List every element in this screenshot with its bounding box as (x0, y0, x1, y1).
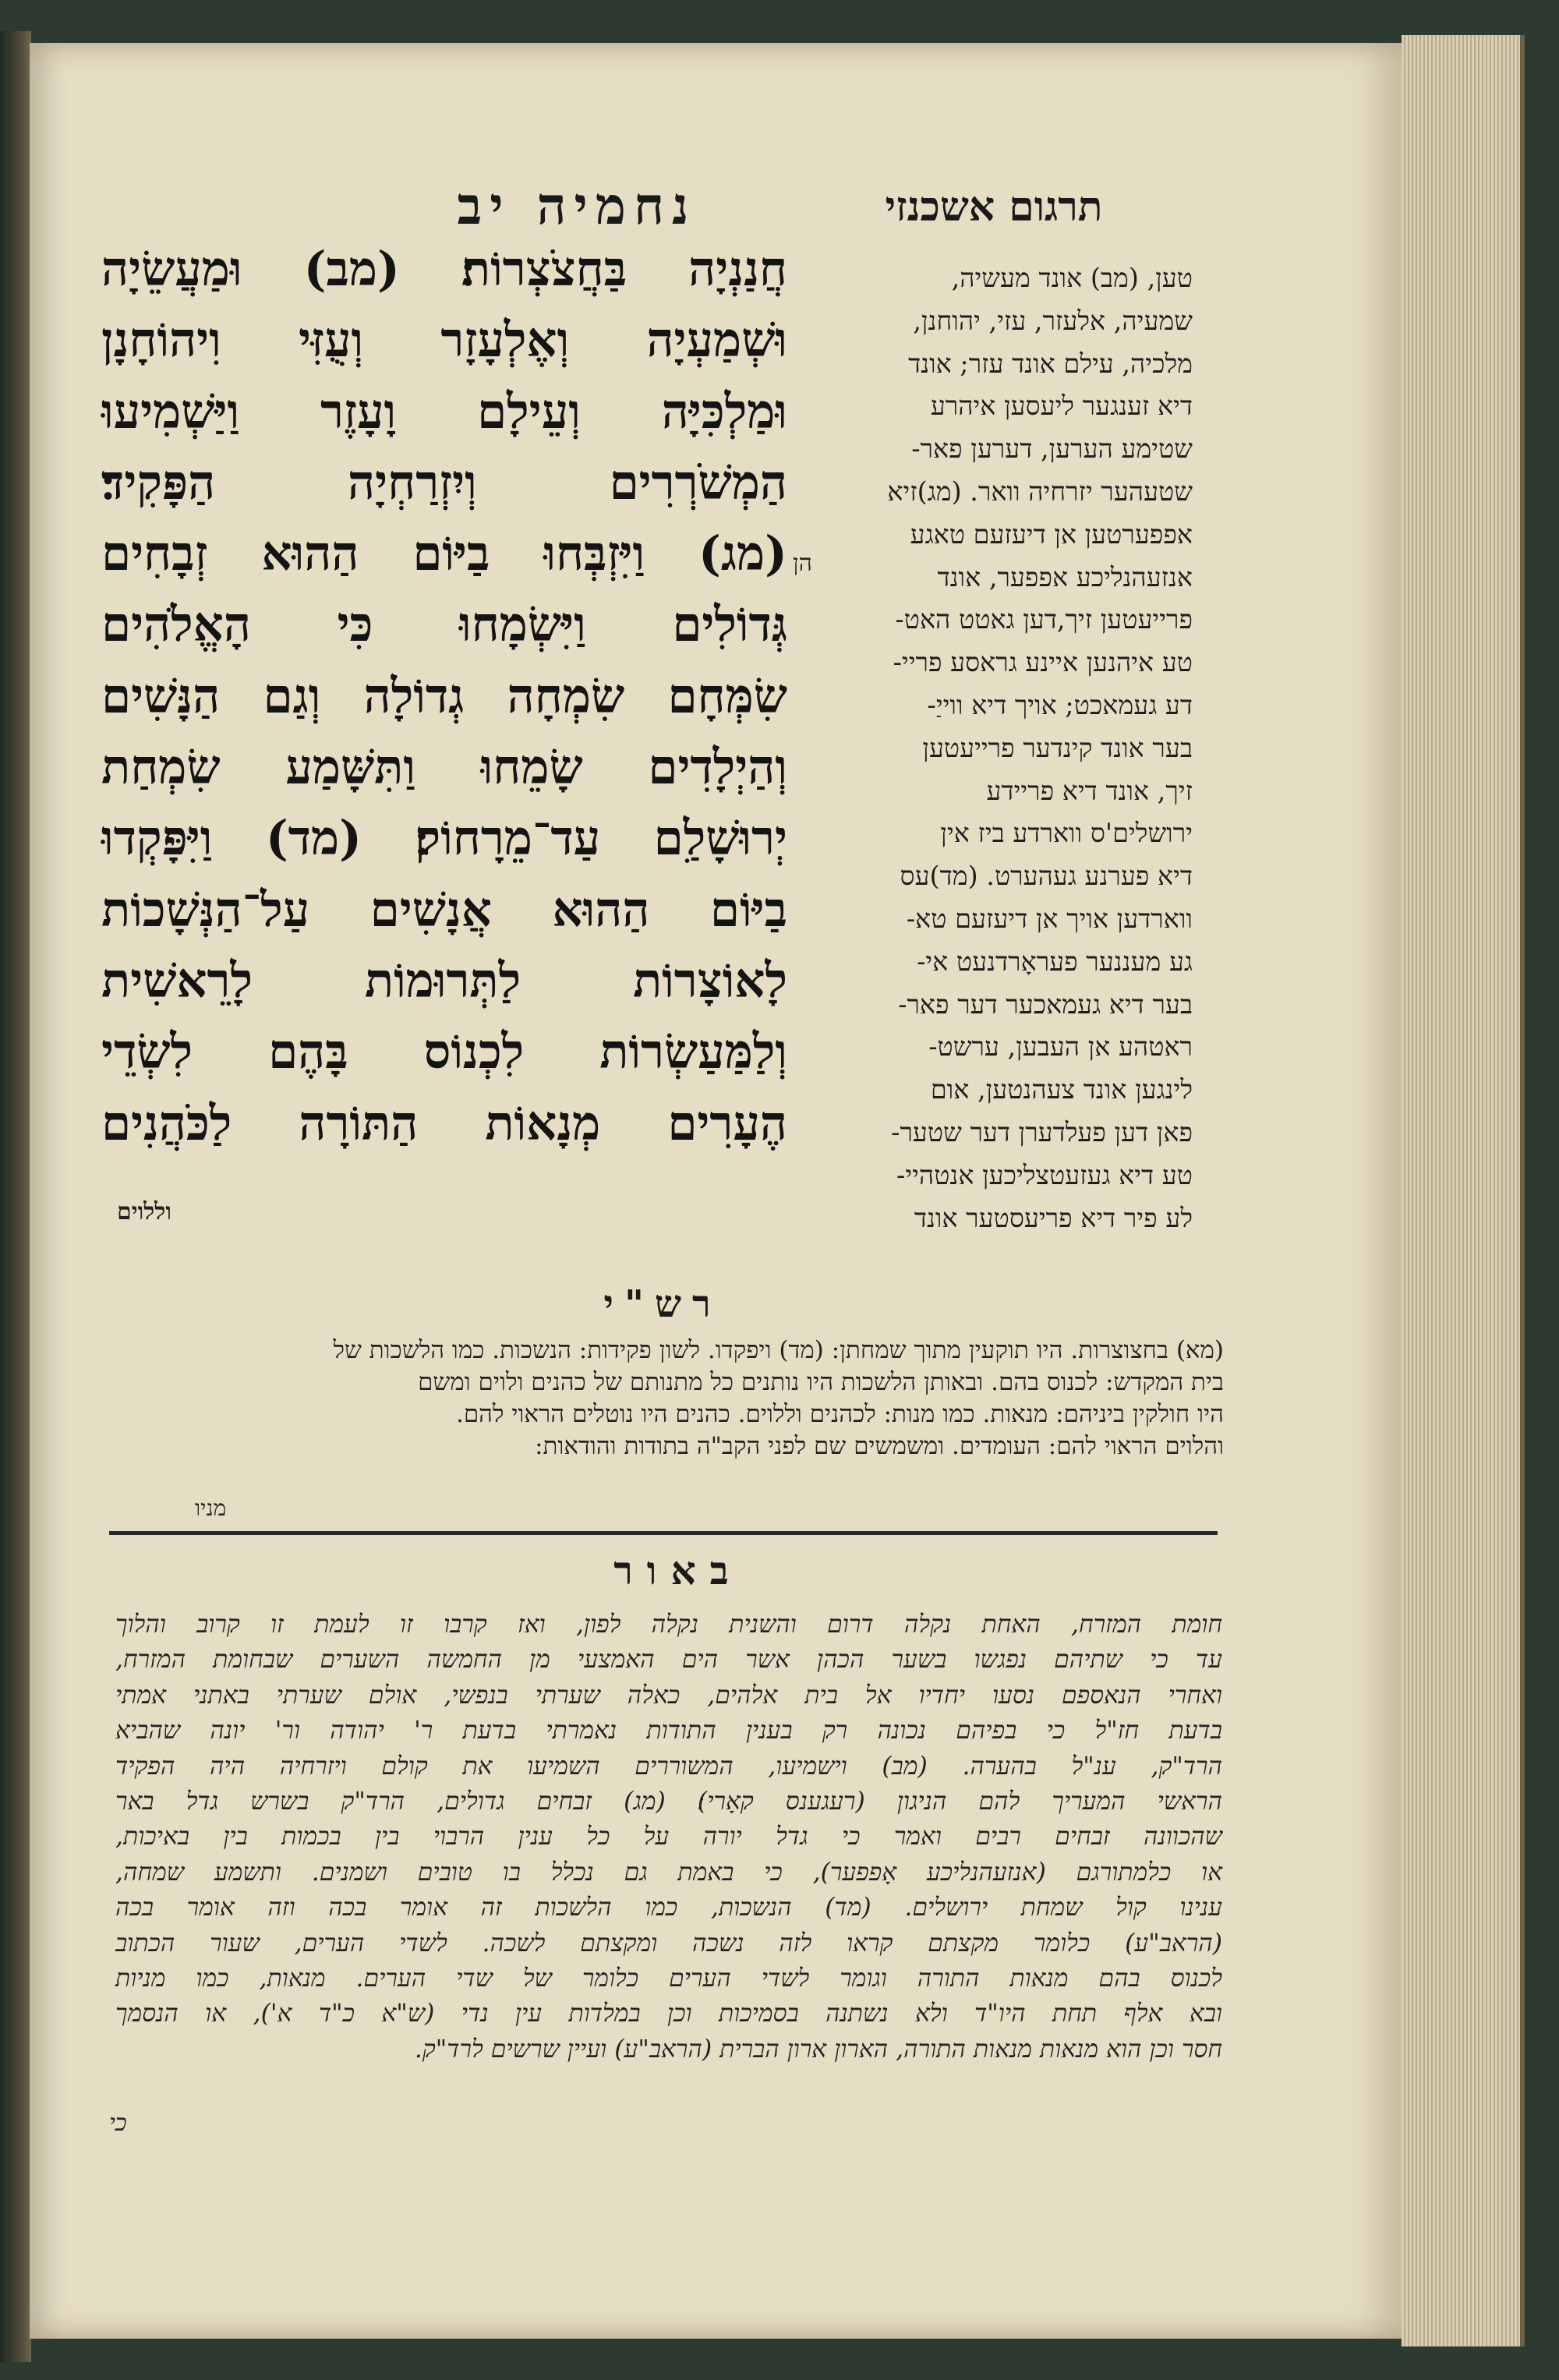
targum-line: בער אונד קינדער פרייעטען (922, 732, 1193, 763)
scripture-line: וּמַלְכִּיָּה וְעֵילָם וָעָזֶר וַיַּשְׁמִיעוּ (101, 384, 787, 440)
targum-column (811, 257, 1193, 1240)
targum-line: בער דיא געמאכער דער פאר- (898, 988, 1193, 1020)
biur-title: באור (613, 1547, 743, 1593)
scripture-line: וְהַיְלָדִים שָׂמֵחוּ וַתִּשָּׁמַע שִׂמְחַת (101, 740, 787, 796)
targum-line: שטימע הערען, דערען פאר- (911, 433, 1193, 465)
rashi-line: היו חולקין ביניהם: מנאות. כמו מנות: לכהנים וללוים. כהנים היו נוטלים הראוי להם. (455, 1400, 1224, 1428)
section-divider (109, 1531, 1218, 1535)
book-title: נחמיה יב (457, 175, 697, 236)
scripture-line: לָאוֹצָרוֹת לַתְּרוּמוֹת לָרֵאשִׁית (101, 953, 787, 1009)
targum-line: פאן דען פעלדערן דער שטער- (891, 1116, 1193, 1148)
margin-verse-number: הן (793, 550, 812, 577)
biur-line: הרד"ק, ענ"ל בהערה. (מב) וישמיעו, המשוררים השמיעו את קולם ויזרחיה היה הפקיד (115, 1752, 1222, 1781)
scripture-line: הֶעָרִים מְנָאוֹת הַתּוֹרָה לַכֹּהֲנִים (101, 1095, 787, 1151)
targum-line: ווארדען אויך אן דיעזעם טא- (906, 903, 1193, 934)
targum-line: דע געמאכט; אויך דיא ווייַ- (927, 689, 1193, 720)
targum-line: אנזעהנליכע אפפער, אונד (937, 561, 1193, 592)
targum-line: זיך, אונד דיא פריידע (986, 775, 1193, 806)
targum-line: מלכיה, עילם אונד עזר; אונד (908, 348, 1193, 379)
biur-line: או כלמתורגם (אנזעהנליכע אָפפער), כי באמת גם נכלל בו טובים ושמנים. ותשמע שמחה, (115, 1858, 1222, 1887)
rashi-line: בית המקדש: לכנוס בהם. ובאותן הלשכות היו נותנים כל מתנותם של כהנים ולוים ומשם (418, 1368, 1224, 1396)
biur-line: (הראב"ע) כלומר מקצתם קראו לזה נשכה ומקצתם לשכה. לשדי הערים, שעור הכתוב (115, 1929, 1222, 1957)
biur-line: הראשי המעריך להם הניגון (רעגענס קאָרי)׃ (מג) זבחים גדולים, הרד"ק בשרש גדל באר (115, 1788, 1222, 1816)
targum-line: טע דיא געזעטצליכען אנטהיי- (896, 1159, 1193, 1190)
scripture-line: גְּדוֹלִים וַיִּשְׂמָחוּ כִּי הָאֱלֹהִים (101, 597, 787, 653)
biur-catchword: כי (109, 2109, 127, 2137)
biur-line: ואחרי הנאספם נסעו יחדיו אל בית אלהים, כאלה שערתי בנפשי, אולם שערתי באתני אמתי (115, 1681, 1222, 1710)
targum-line: לינגען אונד צעהנטען, אום (930, 1074, 1193, 1105)
main-scripture-column (101, 234, 787, 1159)
scripture-line: שִׂמְּחָם שִׂמְחָה גְדוֹלָה וְגַם הַנָּשִׁים (101, 668, 787, 724)
targum-line: דיא פערנע געהערט. (מד)עס (900, 861, 1193, 892)
biur-line: שהכוונה זבחים רבים ואמר כי גדל יורה על כל ענין הרבוי בין בכמות בין באיכות, (115, 1823, 1222, 1851)
book-spine-edge (0, 31, 31, 2362)
page-stack-edge (1402, 35, 1525, 2346)
biur-commentary (115, 1607, 1222, 2067)
biur-line: לכנוס בהם מנאות התורה וגומר לשדי הערים כלומר של שדי הערים. מנאות, כמו מניות (115, 1964, 1222, 1993)
rashi-line: והלוים הראוי להם: העומדים. ומשמשים שם לפני הקב"ה בתודות והודאות: (535, 1432, 1224, 1460)
biur-line: ובא אלף תחת היו"ד ולא נשתנה בסמיכות וכן במלדות עין נדי (ש"א כ"ד א'), או הנסמך (115, 2000, 1222, 2028)
scripture-line: יְרוּשָׁלִַם עַד־מֵרָחוֹק׃ (מד) וַיִּפָּקְדוּ (101, 811, 787, 867)
targum-line: גע מעננער פעראָרדנעט אי- (917, 946, 1193, 977)
rashi-commentary (113, 1335, 1224, 1462)
biur-line: חומת המזרח, האחת נקלה דרום והשנית נקלה לפון, ואז קרבו זו לעמת זו קרוב והלוך (115, 1611, 1222, 1639)
biur-line: חסר וכן הוא מנאות מנאות התורה, הארון ארון הברית (הראב"ע) ועיין שרשים לרד"ק. (414, 2035, 1222, 2063)
targum-line: פרייעטען זיך,דען גאטט האט- (895, 604, 1193, 635)
scripture-line: וּשְׁמַעְיָה וְאֶלְעָזָר וְעֻזִּי וִיהוֹחָנָן (101, 313, 787, 369)
targum-title: תרגום אשכנזי (885, 183, 1103, 231)
scripture-line: חֲנַנְיָה בַּחֲצֹצְרוֹת׃ (מב) וּמַעֲשֵׂיָה (101, 242, 787, 297)
targum-line: ירושלים'ס ווארדע ביז אין (940, 818, 1193, 849)
rashi-catchword: מניו (195, 1495, 227, 1521)
biur-line: בדעת חז"ל כי בפיהם נכונה רק בענין התודות נאמרתי בדעת ר' יהודה ור' יונה שהביא (115, 1717, 1222, 1745)
targum-line: אפפערטען אן דיעזעם טאגע (910, 518, 1193, 550)
targum-line: שטעהער יזרחיה וואר. (מג)זיא (887, 476, 1193, 507)
targum-line: טען, (מב) אונד מעשיה, (951, 263, 1193, 293)
targum-line: לע פיר דיא פריעסטער אונד (914, 1202, 1193, 1233)
targum-line: שמעיה, אלעזר, עזי, יהוחנן, (913, 305, 1193, 336)
biur-line: עד כי שתיהם נפגשו בשער הכהן אשר הים האמצעי מן החמשה השערים שבחומת המזרח, (115, 1646, 1222, 1674)
targum-line: טע איהנען איינע גראסע פריי- (893, 647, 1193, 678)
scripture-line: הַמְשֹׁרְרִים וְיִזְרַחְיָה הַפָּקִיד׃ (101, 454, 787, 511)
targum-line: דיא זענגער ליעסען איהרע (930, 391, 1193, 422)
rashi-title: רש"י (603, 1282, 722, 1326)
main-catchword: וללוים (117, 1198, 172, 1225)
scripture-line: וְלַמַּעַשְׂרוֹת לִכְנוֹס בָּהֶם לִשְׂדֵי (101, 1024, 787, 1080)
targum-line: ראטהע אן העבען, ערשט- (928, 1031, 1193, 1063)
rashi-line: (מא) בחצוצרות. היו תוקעין מתוך שמחתן: (מד) ויפקדו. לשון פקידות: הנשכות. כמו הלשכות של (333, 1336, 1224, 1364)
biur-line: ענינו קול שמחת ירושלים. (מד) הנשכות, כמו הלשכות זה אומר בכה וזה אומר בכה (115, 1894, 1222, 1922)
scripture-line: בַיּוֹם הַהוּא אֲנָשִׁים עַל־הַנְּשָׁכוֹת (101, 882, 787, 938)
scripture-line: (מג) וַיִּזְבְּחוּ בַיּוֹם הַהוּא זְבָחִים (101, 526, 787, 582)
